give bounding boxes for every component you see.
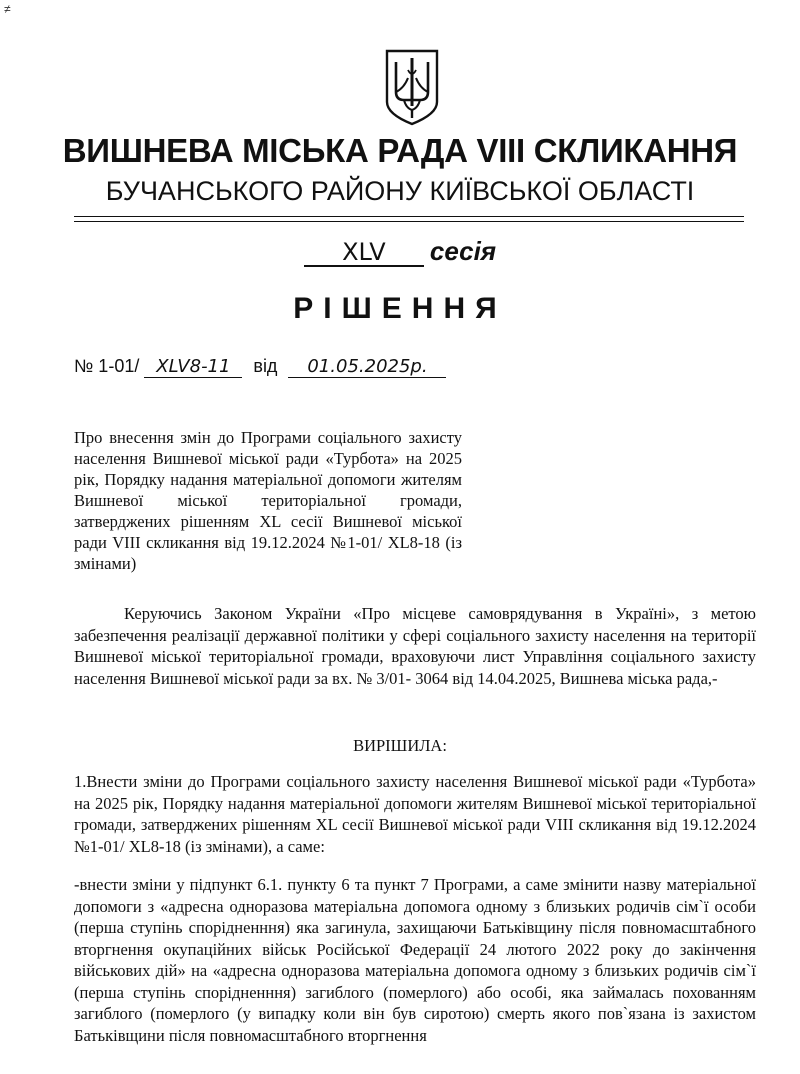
- corner-mark: ≠: [4, 2, 11, 16]
- preamble: [74, 603, 756, 689]
- subject-text: Про внесення змін до Програми соціального захисту населення Вишневої міської ради «Турбота» на 2025 рік, Порядку надання матеріальної допомоги жителям Вишневої міської територіальної громади, затверджених рішенням XL сесії Вишневої міської ради VIII скликання від 19.12.2024 №1-01/ XL8-18 (із змінами): [74, 428, 462, 573]
- session-label: сесія: [429, 236, 497, 266]
- item-1-text: 1.Внести зміни до Програми соціального захисту населення Вишневої міської ради «Турбота» на 2025 рік, Порядку надання матеріальної допомоги жителям Вишневої міської територіальної громади, затверджених рішенням XL сесії Вишневої міської ради VIII скликання від 19.12.2024 №1-01/ XL8-18 (із змінами), а саме:: [74, 772, 756, 856]
- item-2-text: -внести зміни у підпункт 6.1. пункту 6 та пункт 7 Програми, а саме змінити назву матеріальної допомоги з «адресна одноразова матеріальна допомога одному з близьких родичів сім`ї особи (перша ступінь спорідненння) яка загинула, захищаючи Батьківщину після повномасштабного вторгнення окупаційних військ Російської Федерації 24 лютого 2022 року до закінчення військових дій» на «адресна одноразова матеріальна допомога одному з близьких родичів сім`ї (перша ступінь спорідненння) загиблого (померлого) або особі, яка займалась похованням загиблого (померлого (у випадку коли він був сиротою) смерть якого пов`язана із захистом Батьківщини після повномасштабного вторгнення: [74, 875, 756, 1045]
- trident-emblem-icon: [384, 48, 440, 126]
- council-title: ВИШНЕВА МІСЬКА РАДА VIII СКЛИКАННЯ: [62, 132, 738, 169]
- decision-item-1: [74, 771, 756, 857]
- session-number: XLV: [304, 239, 424, 267]
- document-title: РІШЕННЯ: [293, 292, 507, 325]
- decision-item-2: [74, 874, 756, 1046]
- decision-date-handwritten: 01.05.2025р.: [288, 357, 446, 378]
- decision-number-handwritten: XLV8-11: [144, 357, 242, 378]
- decision-date-label: від: [253, 356, 278, 376]
- preamble-text: Керуючись Законом України «Про місцеве самоврядування в Україні», з метою забезпечення реалізації державної політики у сфері соціального захисту населення на території Вишневої міської територіальної громади, враховуючи лист Управління соціального захисту населення Вишневої міської ради за вх. № 3/01- 3064 від 14.04.2025, Вишнева міська рада,-: [74, 604, 756, 688]
- decision-subject: [74, 427, 462, 574]
- decision-number-prefix: № 1-01/: [74, 356, 140, 376]
- resolved-heading: ВИРІШИЛА:: [353, 736, 447, 755]
- decision-number-line: [74, 356, 446, 378]
- district-subtitle: БУЧАНСЬКОГО РАЙОНУ КИЇВСЬКОЇ ОБЛАСТІ: [105, 176, 695, 206]
- header-rule-bottom: [74, 221, 744, 222]
- session-line: [0, 236, 800, 267]
- header-rule-top: [74, 216, 744, 217]
